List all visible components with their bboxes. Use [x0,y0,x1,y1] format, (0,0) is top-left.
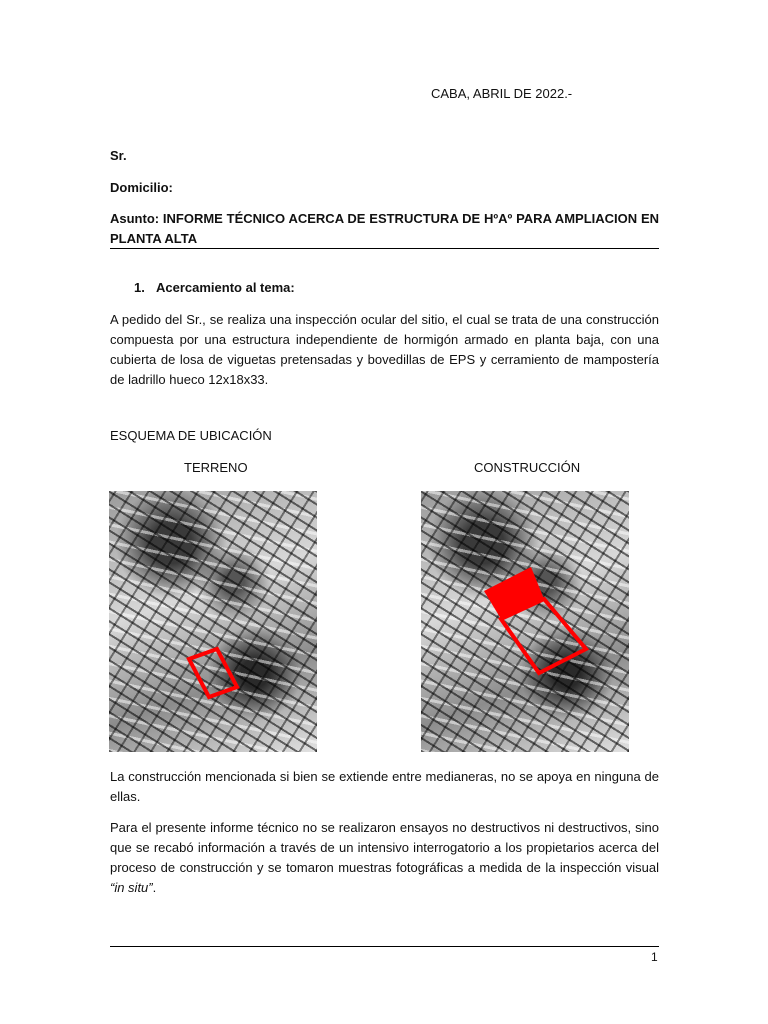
intro-paragraph: A pedido del Sr., se realiza una inspección ocular del sitio, el cual se trata de una construcción compuesta por una estructura independiente de hormigón armado en planta baja, con una cubierta de losa de viguetas pretensadas y bovedillas de EPS y cerramiento de mampostería de ladrillo hueco 12x18x33. [110,312,659,387]
terrain-highlight-overlay [109,491,317,752]
section-title: Acercamiento al tema: [156,280,295,295]
terrain-lot-outline [189,649,237,697]
methodology-paragraph [110,818,659,898]
section-heading [134,280,295,295]
figure-label-construction: CONSTRUCCIÓN [474,460,581,475]
figure-heading: ESQUEMA DE UBICACIÓN [110,428,272,443]
methodology-text: Para el presente informe técnico no se realizaron ensayos no destructivos ni destructivos, sino que se recabó información a través de un intensivo interrogatorio a los propietarios acerca del proceso de construcción y se tomaron muestras fotográficas a medida de la inspección visual [110,820,659,875]
methodology-end: . [152,880,157,895]
construction-highlight-overlay [421,491,629,752]
section-number: 1. [134,280,145,295]
subject-line: Asunto: INFORME TÉCNICO ACERCA DE ESTRUCTURA DE HºAº PARA AMPLIACION EN PLANTA ALTA [110,211,659,246]
footer-divider [110,946,659,947]
document-date: CABA, ABRIL DE 2022.- [431,86,573,101]
addressee-domicile: Domicilio: [110,180,173,195]
in-situ-text: “in situ” [110,880,153,895]
page-number: 1 [651,950,658,964]
terrain-aerial-image [109,491,317,752]
figure-label-terrain: TERRENO [184,460,248,475]
medianeras-paragraph: La construcción mencionada si bien se extiende entre medianeras, no se apoya en ninguna de ellas. [110,769,659,804]
addressee-title: Sr. [110,148,127,163]
construction-aerial-image [421,491,629,752]
header-divider [110,248,659,249]
